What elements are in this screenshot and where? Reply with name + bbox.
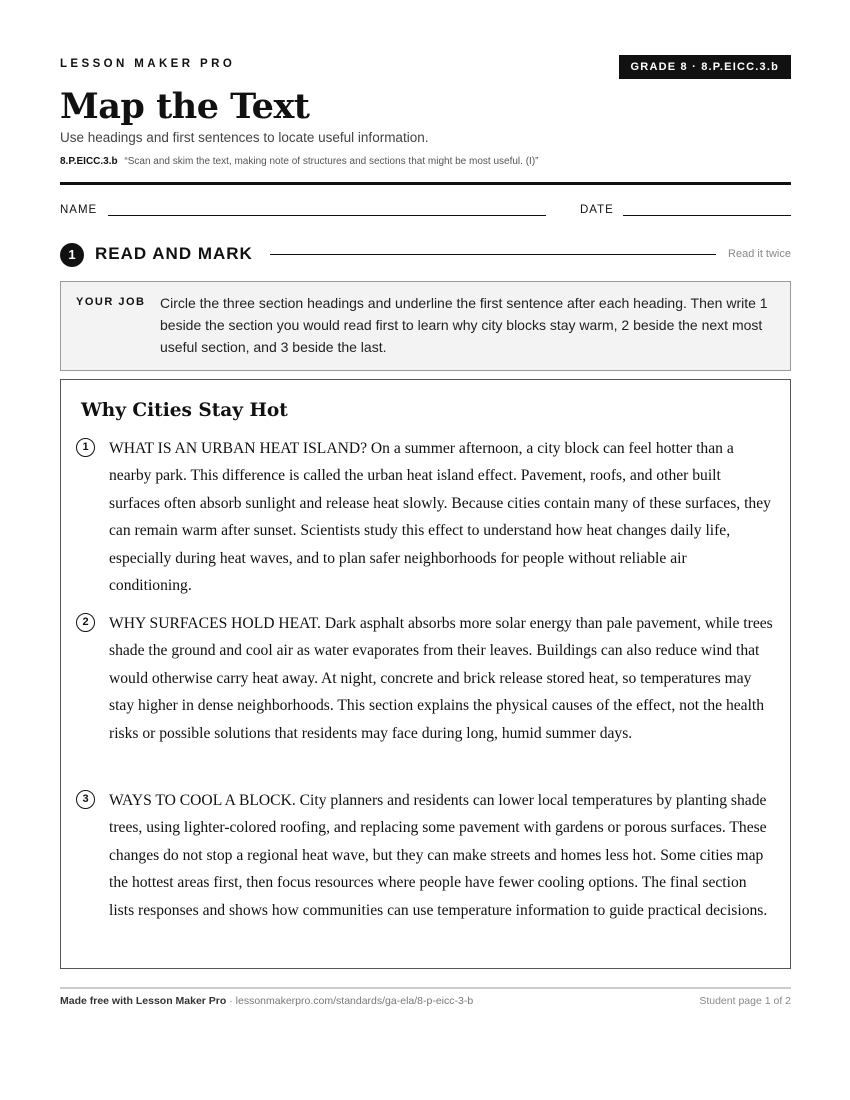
standard-code: 8.P.EICC.3.b [60,156,118,167]
paragraph-text: WHY SURFACES HOLD HEAT. Dark asphalt absorbs more solar energy than pale pavement, while trees shade the ground and cool air as water evaporates from their leaves. Buildings can also reduce wind that would otherwise carry heat away. At night, concrete and brick release stored heat, so temperatures may stay higher in dense neighborhoods. This section explains the physical causes of the effect, not the health risks or possible solutions that residents may face during long, humid summer days. [109,615,773,742]
page-indicator: Student page 1 of 2 [699,995,791,1007]
footer-separator: · [226,995,236,1007]
top-bar [60,55,791,80]
name-label: NAME [60,204,98,216]
page-title: Map the Text [60,86,310,127]
footer-divider [60,987,791,989]
footer-url-link[interactable]: lessonmakerpro.com/standards/ga-ela/8-p-eicc-3-b [235,995,474,1007]
standard-line [60,156,538,167]
instructions-label: YOUR JOB [76,296,146,308]
section-number-badge: 1 [60,243,84,267]
brand-name: LESSON MAKER PRO [60,58,236,70]
footer-made-with: Made free with Lesson Maker Pro [60,995,227,1007]
name-field[interactable] [108,215,546,216]
reading-passage [60,379,791,969]
passage-title: Why Cities Stay Hot [81,400,288,421]
standard-text: “Scan and skim the text, making note of structures and sections that might be most useful. (I)” [124,156,539,167]
section-title: READ AND MARK [95,244,253,263]
section-note: Read it twice [728,248,791,260]
section-divider [270,254,716,255]
paragraph-text: WAYS TO COOL A BLOCK. City planners and residents can lower local temperatures by planting shade trees, using lighter-colored roofing, and replacing some pavement with gardens or porous surfaces. These changes do not stop a regional heat wave, but they can make streets and homes less hot. Some cities map the hottest areas first, then focus resources where people have fewer cooling options. The final section lists responses and shows how communities can use temperature information to guide practical decisions. [109,792,768,919]
header-divider [60,182,791,185]
instructions-text: Circle the three section headings and underline the first sentence after each heading. Then write 1 beside the section you would read first to learn why city blocks stay warm, 2 beside the next most useful section, and 3 beside the last. [160,295,768,355]
footer-credit [60,995,473,1007]
paragraph-text: WHAT IS AN URBAN HEAT ISLAND? On a summer afternoon, a city block can feel hotter than a nearby park. This difference is called the urban heat island effect. Pavement, roofs, and other built surfaces often absorb sunlight and release heat slowly. Because cities contain many of these surfaces, they can remain warm after sunset. Scientists study this effect to understand how heat changes daily life, especially during heat waves, and to plan safer neighborhoods for people without reliable air conditioning. [109,440,771,595]
instructions-box [60,281,791,371]
grade-badge: GRADE 8 · 8.P.EICC.3.b [619,55,791,79]
date-field[interactable] [623,215,791,216]
paragraph-number: 3 [76,790,95,809]
paragraph-number: 1 [76,438,95,457]
paragraph-number: 2 [76,613,95,632]
date-label: DATE [580,204,614,216]
page-subtitle: Use headings and first sentences to locate useful information. [60,130,429,145]
